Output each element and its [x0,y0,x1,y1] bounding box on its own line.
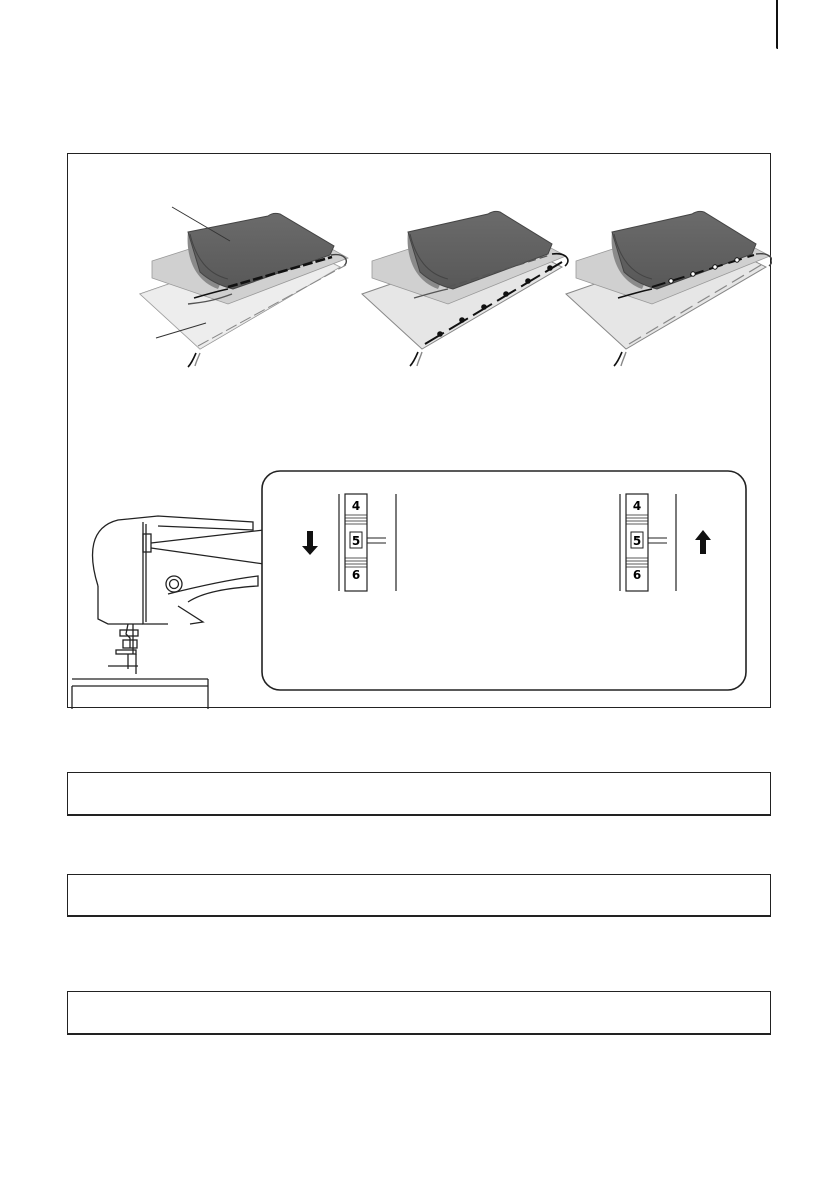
tension-illustration [68,154,772,709]
dial-number-4: 4 [351,499,361,513]
dial-number-6: 6 [351,568,361,582]
note-text-3 [68,992,770,1034]
fabric-sample-1 [140,207,348,367]
dial-number-4: 4 [632,499,642,513]
note-box-2 [67,874,771,917]
note-box-1 [67,772,771,816]
fabric-sample-3 [566,211,772,366]
dial-callout-lines [151,530,264,564]
corner-tab-mark [776,0,778,49]
note-text-1 [68,773,770,815]
dial-number-6: 6 [632,568,642,582]
note-box-3 [67,991,771,1035]
tension-dial-callout [262,471,746,690]
dial-number-5-selected: 5 [351,534,361,548]
fabric-sample-2 [362,211,568,366]
note-text-2 [68,875,770,917]
sewing-machine-head [72,516,258,709]
dial-number-5-selected: 5 [632,534,642,548]
tension-illustration-frame [67,153,771,708]
